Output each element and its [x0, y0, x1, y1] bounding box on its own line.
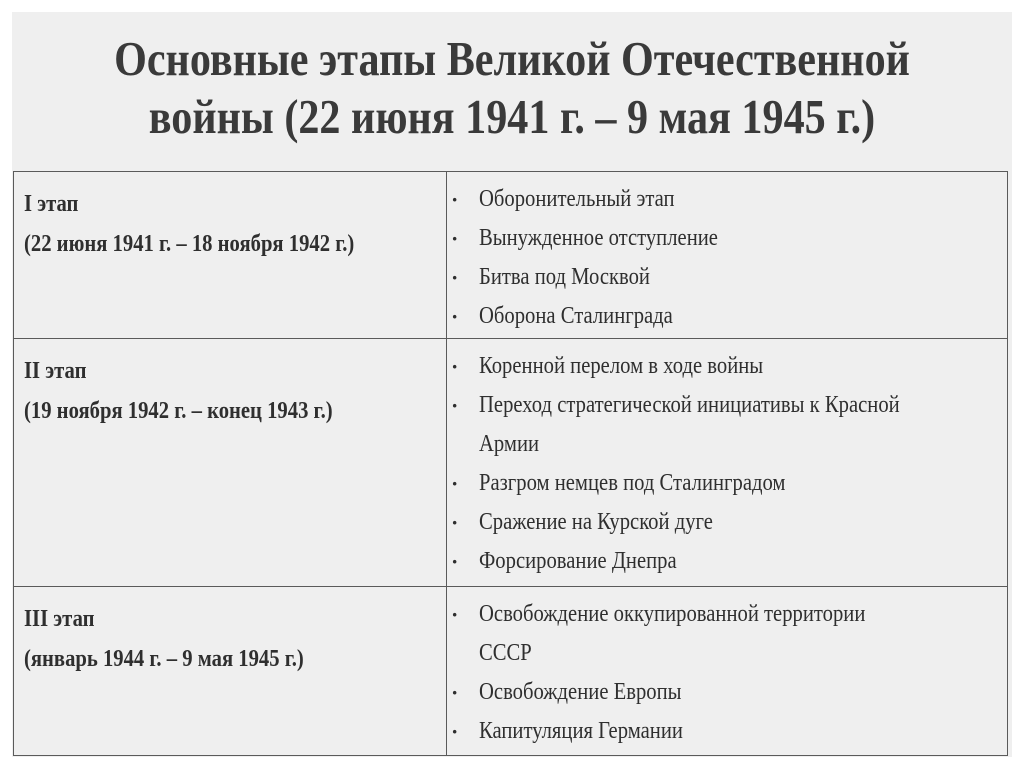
title-line-2: войны (22 июня 1941 г. – 9 мая 1945 г.) [148, 89, 876, 144]
bullet-icon: · [451, 304, 459, 329]
stage-row [14, 587, 1008, 756]
stage-name: I этап [24, 191, 79, 217]
bullet-icon: · [451, 680, 459, 705]
events-list [447, 587, 1007, 751]
list-item: · Переход стратегической инициативы к Красной [447, 386, 1007, 425]
list-item: · Разгром немцев под Сталинградом [447, 464, 1007, 503]
list-item: · Сражение на Курской дуге [447, 503, 1007, 542]
list-item: · Коренной перелом в ходе войны [447, 347, 1007, 386]
stage-info-cell [14, 339, 447, 587]
stage-events-cell [447, 339, 1008, 587]
bullet-icon: · [451, 510, 459, 535]
stage-dates: (19 ноября 1942 г. – конец 1943 г.) [24, 398, 333, 424]
title-line-1: Основные этапы Великой Отечественной [114, 31, 910, 86]
slide-title [82, 30, 942, 146]
stage-row [14, 172, 1008, 339]
bullet-icon: · [451, 602, 459, 627]
bullet-icon: · [451, 549, 459, 574]
list-item-continuation: СССР [479, 640, 532, 666]
list-item: · Оборона Сталинграда [447, 297, 1007, 336]
bullet-icon: · [451, 265, 459, 290]
stage-row [14, 339, 1008, 587]
list-item: · Форсирование Днепра [447, 542, 1007, 581]
bullet-icon: · [451, 226, 459, 251]
bullet-icon: · [451, 719, 459, 744]
events-list [447, 339, 1007, 581]
list-item: · Вынужденное отступление [447, 219, 1007, 258]
stage-events-cell [447, 587, 1008, 756]
list-item: · Капитуляция Германии [447, 712, 1007, 751]
list-item: · Оборонительный этап [447, 180, 1007, 219]
stage-dates: (22 июня 1941 г. – 18 ноября 1942 г.) [24, 231, 355, 257]
list-item: · Освобождение оккупированной территории [447, 595, 1007, 634]
bullet-icon: · [451, 354, 459, 379]
stage-name: II этап [24, 358, 87, 384]
bullet-icon: · [451, 471, 459, 496]
stage-info-cell [14, 172, 447, 339]
list-item-continuation: Армии [479, 431, 540, 457]
stage-name: III этап [24, 606, 95, 632]
bullet-icon: · [451, 393, 459, 418]
events-list [447, 172, 1007, 336]
list-item: · Освобождение Европы [447, 673, 1007, 712]
stages-table [13, 171, 1008, 756]
stage-events-cell [447, 172, 1008, 339]
stage-dates: (январь 1944 г. – 9 мая 1945 г.) [24, 646, 304, 672]
bullet-icon: · [451, 187, 459, 212]
list-item: · Битва под Москвой [447, 258, 1007, 297]
stage-info-cell [14, 587, 447, 756]
